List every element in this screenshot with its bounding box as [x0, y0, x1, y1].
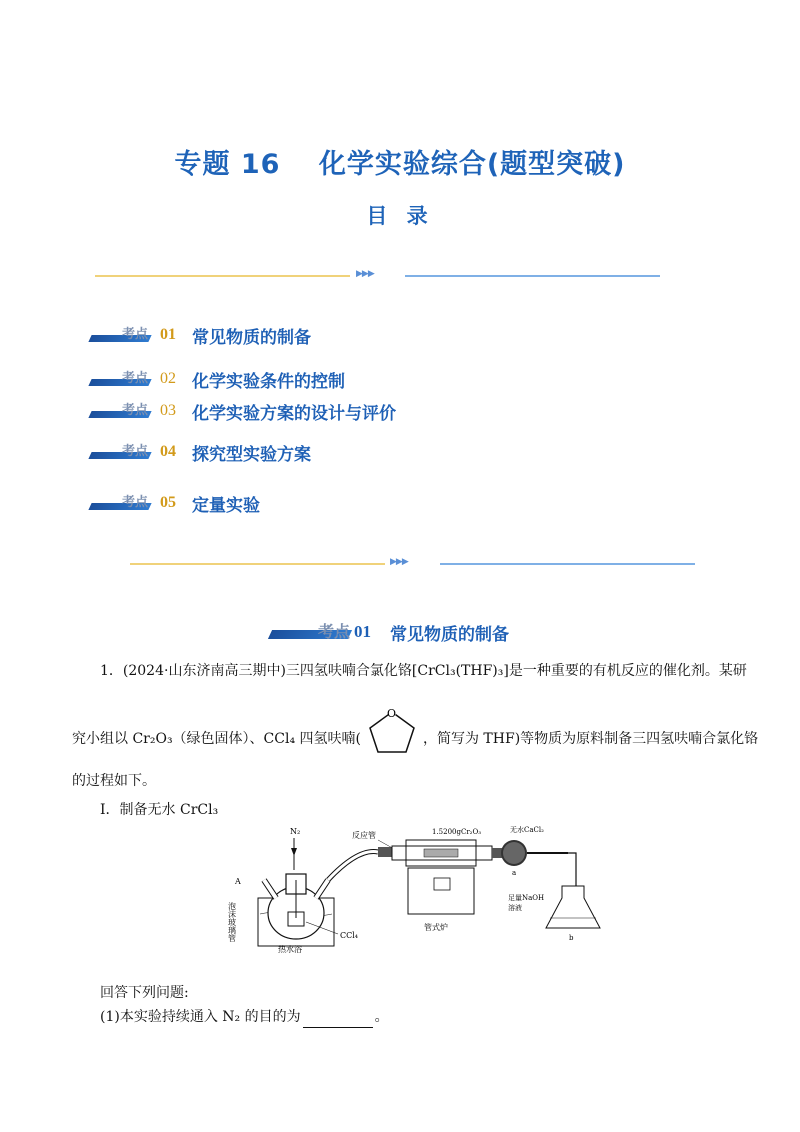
- label-sample: 1.5200gCr₂O₃: [432, 828, 482, 836]
- toc-item-1[interactable]: [90, 322, 311, 348]
- label-furnace: 管式炉: [424, 923, 448, 932]
- topic-badge-icon: 考点: [90, 370, 150, 388]
- question-text: 究小组以 Cr₂O₃（绿色固体）、CCl₄ 四氢呋喃(: [72, 731, 361, 747]
- question-line-1: 1．(2024·山东济南高三期中)三四氢呋喃合氯化铬[CrCl₃(THF)₃]是一种重要的有机反应的催化剂。某研: [100, 663, 747, 679]
- divider-arrows-icon-2: ▶▶▶: [390, 557, 408, 567]
- toc-item-4[interactable]: [90, 439, 311, 465]
- thf-structure-icon: [361, 706, 423, 756]
- step-heading: Ⅰ．制备无水 CrCl₃: [100, 802, 219, 818]
- label-bubbling-tube: 泡沫玻璃管: [228, 902, 237, 942]
- page-title: 专题 16 化学实验综合(题型突破): [174, 149, 626, 180]
- toc-number: 02: [160, 370, 176, 387]
- question-text: ，简写为 THF)等物质为原料制备三四氢呋喃合氯化铬: [422, 731, 759, 747]
- label-point-a: a: [512, 869, 517, 877]
- topic-badge-icon: 考点: [90, 494, 150, 512]
- toc-number: 05: [160, 494, 176, 511]
- divider-left: [95, 275, 350, 277]
- toc-label: 化学实验条件的控制: [192, 371, 345, 392]
- toc-item-3[interactable]: [90, 398, 396, 424]
- section-title: 常见物质的制备: [390, 624, 509, 645]
- answer-prompt: 回答下列问题:: [100, 985, 189, 1001]
- question-1: [100, 1007, 389, 1028]
- divider-right: [405, 275, 660, 277]
- toc-number: 01: [160, 326, 176, 343]
- toc-heading: 目 录: [366, 204, 434, 228]
- topic-badge-icon: 考点: [90, 443, 150, 461]
- toc-number: 04: [160, 443, 176, 460]
- apparatus-diagram: [228, 818, 608, 958]
- topic-badge-icon: 考点: [90, 402, 150, 420]
- toc-label: 探究型实验方案: [192, 444, 311, 465]
- toc-item-2[interactable]: [90, 366, 345, 392]
- divider-right-2: [440, 563, 695, 565]
- svg-text:O: O: [386, 707, 397, 720]
- toc-item-5[interactable]: [90, 490, 260, 516]
- divider-left-2: [130, 563, 385, 565]
- answer-blank[interactable]: [303, 1007, 373, 1028]
- question-1-end: 。: [374, 1009, 389, 1025]
- divider-arrows-icon: ▶▶▶: [356, 269, 374, 279]
- label-point-b: b: [569, 934, 574, 942]
- label-a-left: A: [235, 877, 241, 886]
- label-drying-agent: 无水CaCl₂: [510, 826, 544, 834]
- label-hot-bath: 热水浴: [278, 945, 302, 954]
- toc-label: 常见物质的制备: [192, 327, 311, 348]
- toc-label: 化学实验方案的设计与评价: [192, 403, 396, 424]
- label-n2: N₂: [290, 827, 301, 836]
- topic-badge-icon: 考点: [270, 623, 352, 641]
- label-naoh-2: 溶液: [508, 904, 522, 912]
- label-reaction-tube: 反应管: [352, 831, 376, 840]
- section-number: 01: [354, 622, 371, 641]
- question-1-text: (1)本实验持续通入 N₂ 的目的为: [100, 1009, 301, 1025]
- section-heading: [270, 618, 509, 646]
- topic-badge-icon: 考点: [90, 326, 150, 344]
- toc-label: 定量实验: [192, 495, 260, 516]
- question-line-2: [72, 707, 772, 756]
- toc-number: 03: [160, 402, 176, 419]
- label-ccl4: CCl₄: [340, 931, 359, 940]
- question-line-3: 的过程如下。: [72, 773, 156, 789]
- label-naoh-1: 足量NaOH: [508, 894, 545, 902]
